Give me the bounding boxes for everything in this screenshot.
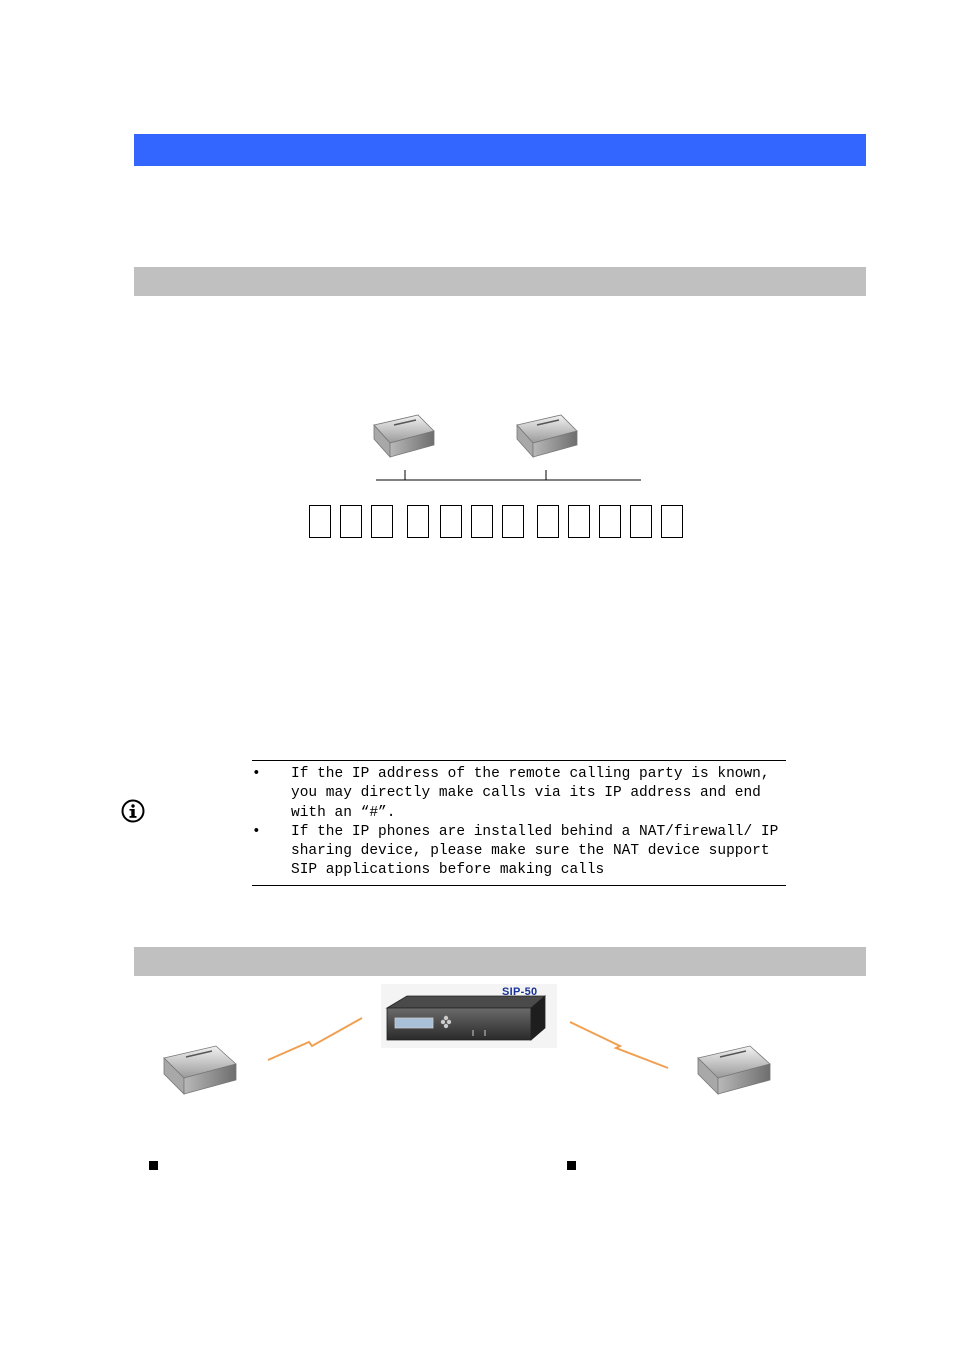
box-12 bbox=[661, 505, 683, 538]
subsection-header-bar-1 bbox=[134, 267, 866, 296]
box-6 bbox=[471, 505, 493, 538]
ip-phone-device-callee bbox=[698, 1046, 770, 1094]
note-item-2-text: If the IP phones are installed behind a NAT/firewall/ IP sharing device, please make sure the NAT device support SIP applications before making calls bbox=[291, 823, 779, 879]
note-box bbox=[252, 760, 786, 886]
proxy-call-diagram bbox=[134, 980, 866, 1120]
box-5 bbox=[440, 505, 462, 538]
note-item-1-text: If the IP address of the remote calling party is known, you may directly make calls via its IP address and end with an “#”. bbox=[291, 766, 770, 821]
note-list bbox=[252, 765, 786, 881]
box-8 bbox=[537, 505, 559, 538]
box-3 bbox=[371, 505, 393, 538]
note-top-rule bbox=[252, 760, 786, 761]
box-row bbox=[0, 0, 954, 1]
box-4 bbox=[407, 505, 429, 538]
note-item-2 bbox=[252, 823, 786, 881]
box-9 bbox=[568, 505, 590, 538]
subsection-header-bar-2 bbox=[134, 947, 866, 976]
ip-phone-device-caller bbox=[164, 1046, 236, 1094]
box-10 bbox=[599, 505, 621, 538]
link-line-left bbox=[268, 1018, 362, 1060]
square-bullet-right bbox=[567, 1161, 576, 1170]
peer-to-peer-diagram bbox=[360, 405, 660, 485]
proxy-call-diagram-svg bbox=[134, 980, 866, 1120]
box-11 bbox=[630, 505, 652, 538]
peer-to-peer-diagram-svg bbox=[360, 405, 660, 485]
note-bullet: • bbox=[252, 823, 261, 840]
square-bullet-left bbox=[149, 1161, 158, 1170]
link-line-right bbox=[570, 1022, 668, 1068]
info-icon bbox=[121, 799, 145, 823]
note-item-1 bbox=[252, 765, 786, 823]
note-bottom-rule bbox=[252, 885, 786, 886]
sip-server-label: SIP-50 bbox=[502, 986, 538, 998]
box-2 bbox=[340, 505, 362, 538]
note-bullet: • bbox=[252, 766, 261, 782]
ip-phone-device-left bbox=[374, 415, 434, 457]
box-1 bbox=[309, 505, 331, 538]
ip-phone-device-right bbox=[517, 415, 577, 457]
box-7 bbox=[502, 505, 524, 538]
section-header-bar bbox=[134, 134, 866, 166]
